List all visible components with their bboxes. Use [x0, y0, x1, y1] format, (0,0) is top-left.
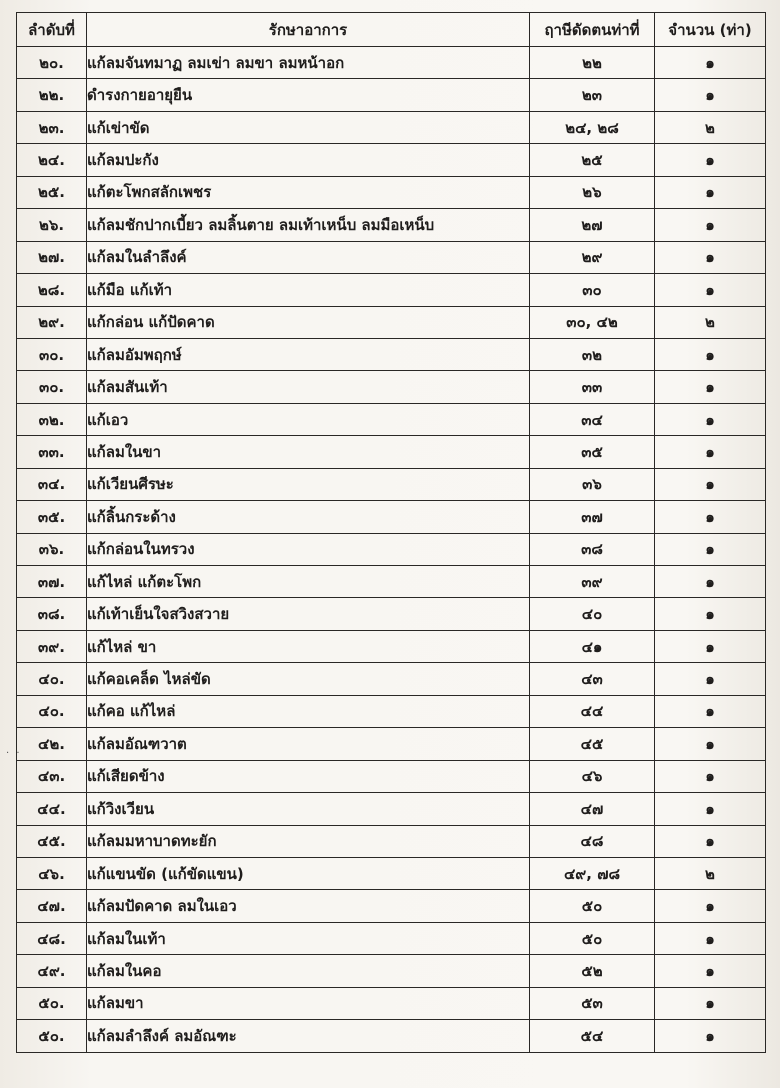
table-row	[17, 274, 766, 306]
row-symptom: แก้มือ แก้เท้า	[87, 274, 530, 306]
table-row	[17, 1020, 766, 1052]
table-row	[17, 533, 766, 565]
header-number: ลำดับที่	[17, 13, 87, 47]
row-count: ๑	[655, 176, 766, 208]
row-pose: ๔๗	[530, 793, 655, 825]
row-count: ๑	[655, 566, 766, 598]
row-symptom: แก้ลิ้นกระด้าง	[87, 501, 530, 533]
row-count: ๒	[655, 857, 766, 889]
row-number: ๓๔.	[17, 468, 87, 500]
row-number: ๔๔.	[17, 793, 87, 825]
row-pose: ๒๔, ๒๘	[530, 111, 655, 143]
row-symptom: แก้ลมปัดคาด ลมในเอว	[87, 890, 530, 922]
row-number: ๔๙.	[17, 955, 87, 987]
row-count: ๑	[655, 436, 766, 468]
row-pose: ๓๐	[530, 274, 655, 306]
row-number: ๔๕.	[17, 825, 87, 857]
row-number: ๔๓.	[17, 760, 87, 792]
row-number: ๔๗.	[17, 890, 87, 922]
row-count: ๑	[655, 338, 766, 370]
row-symptom: แก้คอเคล็ด ไหล่ขัด	[87, 663, 530, 695]
row-pose: ๔๐	[530, 598, 655, 630]
row-symptom: แก้ลมในลำลึงค์	[87, 241, 530, 273]
row-symptom: แก้เสียดข้าง	[87, 760, 530, 792]
table-row	[17, 338, 766, 370]
row-symptom: แก้เวียนศีรษะ	[87, 468, 530, 500]
row-number: ๒๙.	[17, 306, 87, 338]
row-symptom: แก้ไหล่ แก้ตะโพก	[87, 566, 530, 598]
row-number: ๔๖.	[17, 857, 87, 889]
table-row	[17, 306, 766, 338]
row-symptom: แก้ลมในเท้า	[87, 922, 530, 954]
row-symptom: แก้กล่อน แก้ปัดคาด	[87, 306, 530, 338]
row-symptom: แก้ลมมหาบาดทะยัก	[87, 825, 530, 857]
row-pose: ๒๓	[530, 79, 655, 111]
row-pose: ๒๖	[530, 176, 655, 208]
row-number: ๓๕.	[17, 501, 87, 533]
row-number: ๔๐.	[17, 695, 87, 727]
row-pose: ๕๓	[530, 987, 655, 1019]
row-count: ๑	[655, 630, 766, 662]
row-pose: ๓๙	[530, 566, 655, 598]
row-count: ๑	[655, 144, 766, 176]
row-pose: ๒๗	[530, 209, 655, 241]
row-count: ๑	[655, 274, 766, 306]
row-symptom: แก้ลมในขา	[87, 436, 530, 468]
row-pose: ๕๐	[530, 922, 655, 954]
table-row	[17, 47, 766, 79]
header-count: จำนวน (ท่า)	[655, 13, 766, 47]
row-number: ๓๓.	[17, 436, 87, 468]
table-body	[17, 47, 766, 1053]
row-symptom: แก้ลมอัมพฤกษ์	[87, 338, 530, 370]
row-number: ๒๖.	[17, 209, 87, 241]
row-pose: ๔๙, ๗๘	[530, 857, 655, 889]
table-row	[17, 371, 766, 403]
row-number: ๓๐.	[17, 371, 87, 403]
table-row	[17, 663, 766, 695]
row-pose: ๔๔	[530, 695, 655, 727]
table-row	[17, 987, 766, 1019]
row-number: ๓๗.	[17, 566, 87, 598]
row-pose: ๓๖	[530, 468, 655, 500]
row-count: ๑	[655, 501, 766, 533]
row-pose: ๕๐	[530, 890, 655, 922]
row-pose: ๕๒	[530, 955, 655, 987]
table-row	[17, 403, 766, 435]
table-row	[17, 144, 766, 176]
margin-dots: · ·	[6, 748, 22, 759]
row-pose: ๔๑	[530, 630, 655, 662]
row-pose: ๔๕	[530, 728, 655, 760]
row-number: ๕๐.	[17, 1020, 87, 1052]
table-row	[17, 890, 766, 922]
row-number: ๒๔.	[17, 144, 87, 176]
row-count: ๑	[655, 468, 766, 500]
header-pose: ฤาษีดัดตนท่าที่	[530, 13, 655, 47]
row-count: ๑	[655, 371, 766, 403]
row-number: ๒๓.	[17, 111, 87, 143]
table-row	[17, 793, 766, 825]
row-count: ๑	[655, 793, 766, 825]
row-count: ๑	[655, 79, 766, 111]
table-row	[17, 857, 766, 889]
row-number: ๔๘.	[17, 922, 87, 954]
row-count: ๒	[655, 111, 766, 143]
row-count: ๑	[655, 760, 766, 792]
row-count: ๑	[655, 533, 766, 565]
table-row	[17, 468, 766, 500]
row-symptom: แก้ลมสันเท้า	[87, 371, 530, 403]
row-symptom: แก้ลมจันทมาฏ ลมเข่า ลมขา ลมหน้าอก	[87, 47, 530, 79]
row-count: ๑	[655, 695, 766, 727]
row-pose: ๔๓	[530, 663, 655, 695]
row-number: ๓๙.	[17, 630, 87, 662]
row-pose: ๒๕	[530, 144, 655, 176]
row-symptom: ดำรงกายอายุยืน	[87, 79, 530, 111]
table-row	[17, 955, 766, 987]
row-symptom: แก้กล่อนในทรวง	[87, 533, 530, 565]
row-symptom: แก้ลมขา	[87, 987, 530, 1019]
row-number: ๓๒.	[17, 403, 87, 435]
row-pose: ๕๔	[530, 1020, 655, 1052]
row-symptom: แก้วิงเวียน	[87, 793, 530, 825]
row-pose: ๓๘	[530, 533, 655, 565]
table-row	[17, 598, 766, 630]
table-row	[17, 209, 766, 241]
table-row	[17, 728, 766, 760]
row-symptom: แก้ลมในคอ	[87, 955, 530, 987]
row-pose: ๓๕	[530, 436, 655, 468]
row-pose: ๓๔	[530, 403, 655, 435]
table-row	[17, 111, 766, 143]
row-count: ๑	[655, 922, 766, 954]
row-number: ๒๕.	[17, 176, 87, 208]
row-pose: ๔๘	[530, 825, 655, 857]
row-number: ๒๘.	[17, 274, 87, 306]
row-pose: ๓๗	[530, 501, 655, 533]
table-row	[17, 760, 766, 792]
row-pose: ๓๐, ๔๒	[530, 306, 655, 338]
row-symptom: แก้ลมชักปากเบี้ยว ลมลิ้นตาย ลมเท้าเหน็บ ลมมือเหน็บ	[87, 209, 530, 241]
row-symptom: แก้คอ แก้ไหล่	[87, 695, 530, 727]
row-pose: ๒๒	[530, 47, 655, 79]
table-row	[17, 501, 766, 533]
row-count: ๑	[655, 241, 766, 273]
row-symptom: แก้เท้าเย็นใจสวิงสวาย	[87, 598, 530, 630]
table-row	[17, 566, 766, 598]
row-count: ๑	[655, 728, 766, 760]
row-count: ๑	[655, 1020, 766, 1052]
table-row	[17, 176, 766, 208]
row-count: ๑	[655, 890, 766, 922]
row-count: ๑	[655, 955, 766, 987]
row-symptom: แก้แขนขัด (แก้ขัดแขน)	[87, 857, 530, 889]
row-count: ๑	[655, 663, 766, 695]
table-row	[17, 922, 766, 954]
treatment-table	[16, 12, 766, 1053]
table-row	[17, 630, 766, 662]
row-symptom: แก้ลมปะกัง	[87, 144, 530, 176]
row-count: ๑	[655, 209, 766, 241]
row-count: ๒	[655, 306, 766, 338]
table-row	[17, 436, 766, 468]
table-row	[17, 241, 766, 273]
row-symptom: แก้เอว	[87, 403, 530, 435]
row-symptom: แก้ไหล่ ขา	[87, 630, 530, 662]
header-symptom: รักษาอาการ	[87, 13, 530, 47]
row-symptom: แก้ลมลำลึงค์ ลมอัณฑะ	[87, 1020, 530, 1052]
row-symptom: แก้เข่าขัด	[87, 111, 530, 143]
row-pose: ๓๓	[530, 371, 655, 403]
row-number: ๓๘.	[17, 598, 87, 630]
table-row	[17, 695, 766, 727]
table-row	[17, 825, 766, 857]
row-count: ๑	[655, 403, 766, 435]
row-number: ๕๐.	[17, 987, 87, 1019]
row-pose: ๒๙	[530, 241, 655, 273]
row-number: ๔๒.	[17, 728, 87, 760]
row-number: ๓๐.	[17, 338, 87, 370]
row-number: ๒๐.	[17, 47, 87, 79]
row-count: ๑	[655, 598, 766, 630]
row-number: ๓๖.	[17, 533, 87, 565]
row-number: ๒๗.	[17, 241, 87, 273]
row-pose: ๔๖	[530, 760, 655, 792]
table-header-row	[17, 13, 766, 47]
row-pose: ๓๒	[530, 338, 655, 370]
row-symptom: แก้ลมอัณฑวาต	[87, 728, 530, 760]
row-count: ๑	[655, 987, 766, 1019]
row-count: ๑	[655, 825, 766, 857]
row-number: ๒๒.	[17, 79, 87, 111]
row-symptom: แก้ตะโพกสลักเพชร	[87, 176, 530, 208]
row-number: ๔๐.	[17, 663, 87, 695]
table-row	[17, 79, 766, 111]
row-count: ๑	[655, 47, 766, 79]
